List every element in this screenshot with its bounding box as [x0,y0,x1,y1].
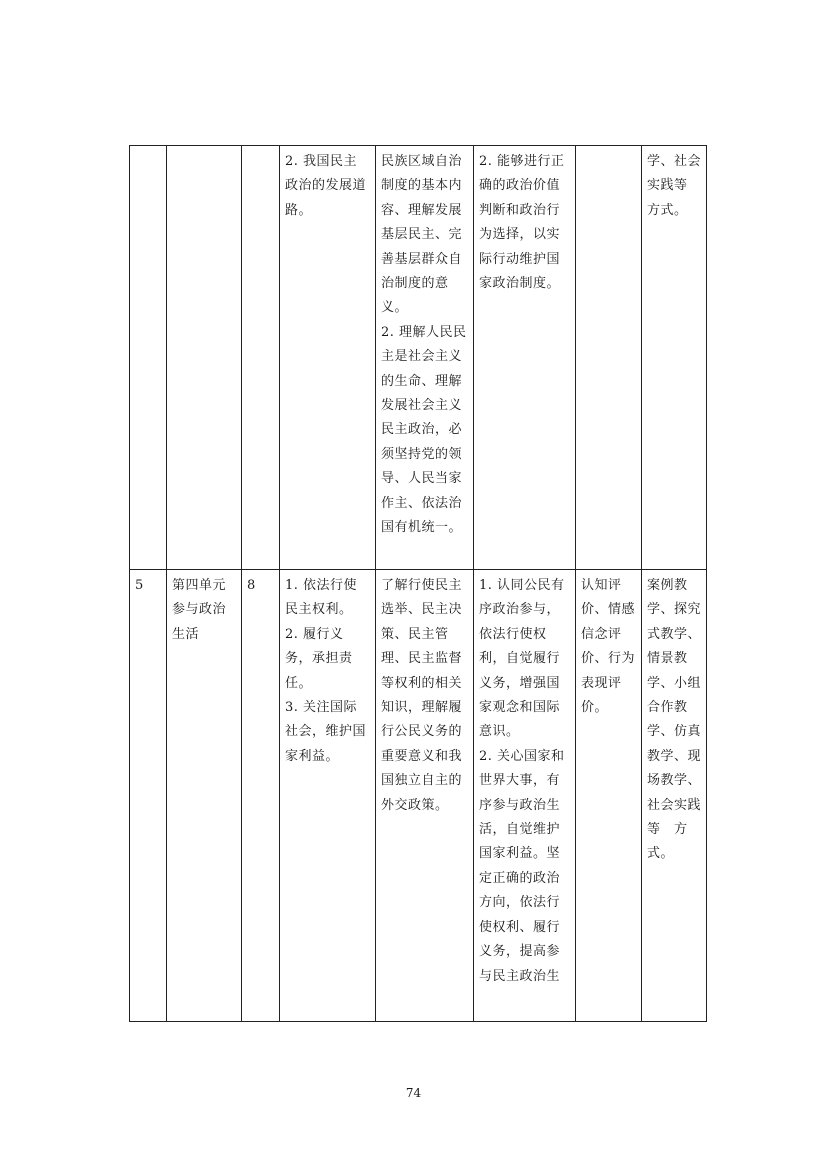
row-number-cell: 5 [130,570,167,1022]
evaluation-cell [576,570,642,1022]
goals-text: 2. 能够进行正确的政治价值判断和政治行为选择，以实际行动维护国家政治制度。 [479,154,565,292]
curriculum-table [129,145,707,1022]
goals-cell [474,570,576,1022]
content-cell [280,570,376,1022]
hours-cell [242,146,280,570]
goals-text: 1. 认同公民有序政治参与，依法行使权利，自觉履行义务，增强国家观念和国际意识。 2. 关心国家和世界大事，有序参与政治生活，自觉维护国家利益。坚定正确的政治方向，依法行使权利、履行义务，提高参与民主政治生 [479,578,565,984]
unit-name-cell: 第四单元参与政治生活 [167,570,242,1022]
methods-text: 案例教学、探究式教学、情景教学、小组合作教学、仿真教学、现场教学、社会实践等 方式。 [647,578,702,862]
content-text: 1. 依法行使民主权利。 2. 履行义务，承担责任。 3. 关注国际社会，维护国家利益。 [285,578,367,764]
row-number-cell [130,146,167,570]
unit-name-cell [167,146,242,570]
knowledge-cell [376,570,474,1022]
content-text: 2. 我国民主政治的发展道路。 [285,154,367,218]
methods-text: 学、社会实践等 方式。 [647,154,702,218]
methods-cell [642,146,707,570]
page-number: 74 [405,1086,422,1100]
knowledge-cell [376,146,474,570]
table-row [130,570,707,1022]
hours-cell: 8 [242,570,280,1022]
goals-cell [474,146,576,570]
evaluation-text: 认知评价、情感信念评价、行为表现评价。 [581,578,636,716]
knowledge-text: 民族区域自治制度的基本内容、理解发展基层民主、完善基层群众自治制度的意义。 2. 理解人民民主是社会主义的生命、理解发展社会主义民主政治，必须坚持党的领导、人民当家作主、依法治国有机统一。 [381,154,467,536]
methods-cell [642,570,707,1022]
evaluation-cell [576,146,642,570]
table-row [130,146,707,570]
knowledge-text: 了解行使民主选举、民主决策、民主管理、民主监督等权利的相关知识，理解履行公民义务的重要意义和我国独立自主的外交政策。 [381,578,463,813]
content-cell [280,146,376,570]
